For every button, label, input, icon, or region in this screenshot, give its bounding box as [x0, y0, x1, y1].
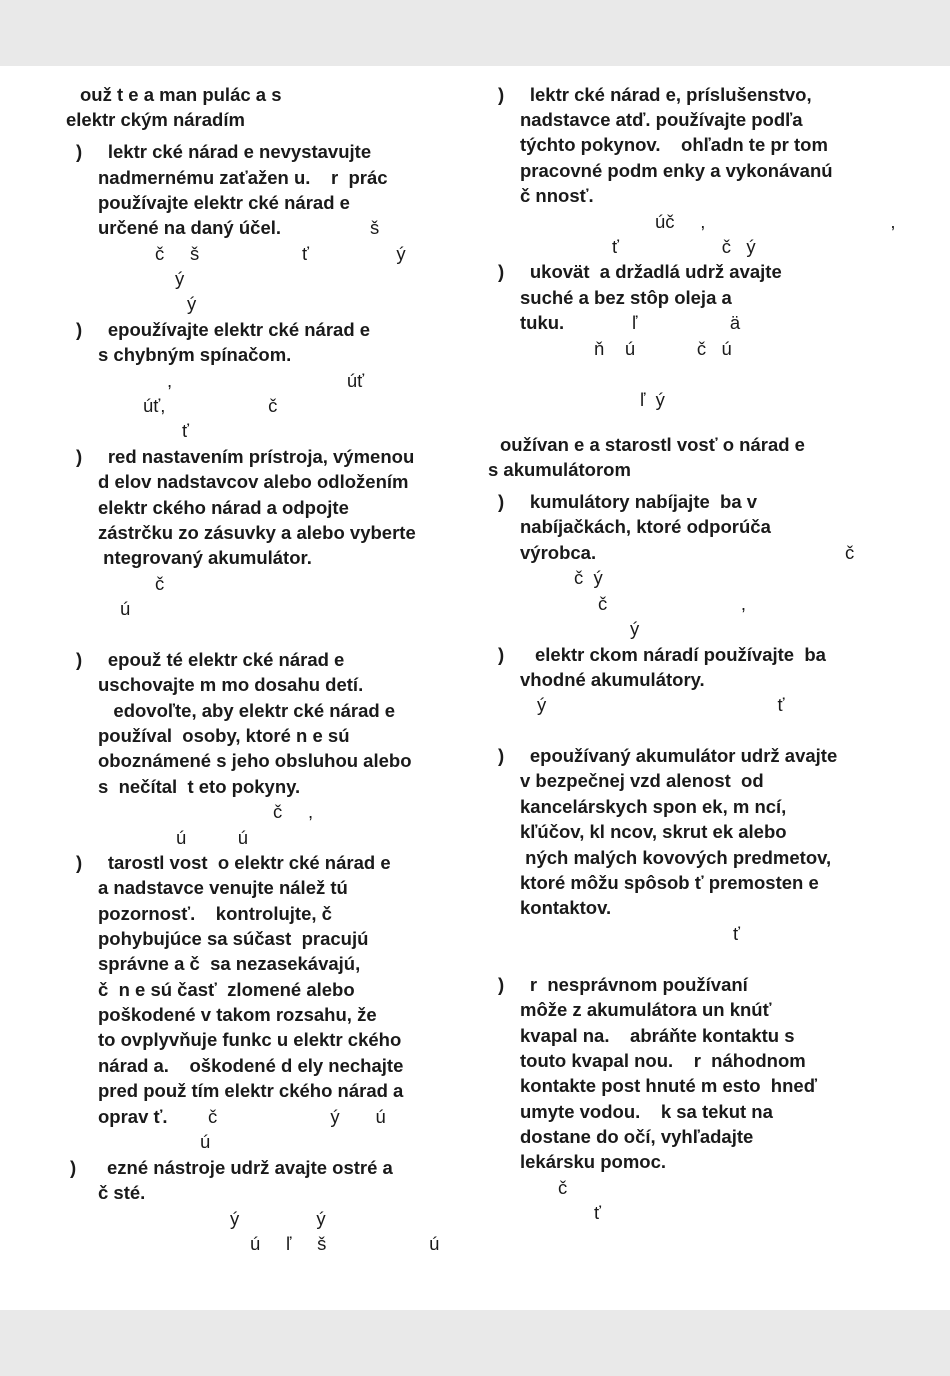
right-text-line: ý ť	[537, 694, 785, 715]
left-text-line: a nadstavce venujte nálež tú	[98, 877, 348, 898]
right-text-line: nadstavce atď. používajte podľa	[520, 109, 803, 130]
right-text-line: č	[845, 542, 855, 563]
left-text-line: č š ť ý	[155, 243, 406, 264]
left-text-line: elektr ckého nárad a odpojte	[98, 497, 349, 518]
right-text-line: ť	[733, 923, 740, 944]
right-text-line: č ,	[598, 593, 747, 614]
right-text-line: môže z akumulátora un knúť	[520, 999, 772, 1020]
right-text-line: ľ ý	[640, 389, 665, 410]
right-text-line: ktoré môžu spôsob ť premosten e	[520, 872, 819, 893]
right-text-line: kvapal na. abráňte kontaktu s	[520, 1025, 795, 1046]
right-text-line: č ý	[574, 567, 603, 588]
left-text-line: edovoľte, aby elektr cké nárad e	[98, 700, 396, 721]
left-text-line: uschovajte m mo dosahu detí.	[98, 674, 364, 695]
left-text-line: s nečítal t eto pokyny.	[98, 776, 301, 797]
left-text-line: elektr ckým náradím	[66, 109, 245, 130]
left-text-line: oprav ť.	[98, 1106, 168, 1127]
right-text-line: pracovné podm enky a vykonávanú	[520, 160, 833, 181]
left-text-line: d elov nadstavcov alebo odložením	[98, 471, 409, 492]
left-text-line: č sté.	[98, 1182, 146, 1203]
left-text-line: ) epoužívajte elektr cké nárad e	[76, 319, 371, 340]
left-text-line: č	[155, 573, 165, 594]
right-text-line: ) ukovät a držadlá udrž avajte	[498, 261, 782, 282]
right-text-line: tuku.	[520, 312, 565, 333]
left-text-line: ú ľ š ú	[250, 1233, 440, 1254]
right-text-line: č	[558, 1177, 568, 1198]
right-text-line: umyte vodou. k sa tekut na	[520, 1101, 773, 1122]
left-text-line: ) lektr cké nárad e nevystavujte	[76, 141, 372, 162]
right-text-line: ných malých kovových predmetov,	[520, 847, 832, 868]
right-text-line: ) kumulátory nabíjajte ba v	[498, 491, 758, 512]
top-band	[0, 0, 950, 66]
right-text-line: ) elektr ckom náradí používajte ba	[498, 644, 826, 665]
right-text-line: suché a bez stôp oleja a	[520, 287, 732, 308]
right-text-line: ť č ý	[612, 236, 756, 257]
right-text-line: s akumulátorom	[488, 459, 631, 480]
left-text-line: používajte elektr cké nárad e	[98, 192, 350, 213]
left-text-line: nárad a. oškodené d ely nechajte	[98, 1055, 404, 1076]
left-text-line: ť	[182, 420, 189, 441]
right-text-line: kancelárskych spon ek, m ncí,	[520, 796, 787, 817]
left-text-line: ý	[175, 268, 185, 289]
left-text-line: č ,	[273, 801, 314, 822]
right-text-line: ň ú č ú	[594, 338, 732, 359]
right-text-line: oužívan e a starostl vosť o nárad e	[500, 434, 805, 455]
right-text-line: ) epoužívaný akumulátor udrž avajte	[498, 745, 838, 766]
left-text-line: ) tarostl vost o elektr cké nárad e	[76, 852, 391, 873]
right-text-line: kontakte post hnuté m esto hneď	[520, 1075, 817, 1096]
right-text-line: ť	[594, 1202, 601, 1223]
right-text-line: kontaktov.	[520, 897, 612, 918]
right-text-line: v bezpečnej vzd alenost od	[520, 770, 764, 791]
right-text-line: ý	[630, 618, 640, 639]
right-text-line: ľ ä	[632, 312, 741, 333]
left-text-line: s chybným spínačom.	[98, 344, 292, 365]
left-text-line: používal osoby, ktoré n e sú	[98, 725, 350, 746]
left-text-line: č ý ú	[208, 1106, 386, 1127]
right-text-line: výrobca.	[520, 542, 597, 563]
left-text-line: určené na daný účel.	[98, 217, 282, 238]
bottom-band	[0, 1310, 950, 1376]
left-text-line: ) ezné nástroje udrž avajte ostré a	[70, 1157, 393, 1178]
left-text-line: zástrčku zo zásuvky a alebo vyberte	[98, 522, 416, 543]
left-text-line: úť, č	[143, 395, 278, 416]
left-text-line: správne a č sa nezasekávajú,	[98, 953, 361, 974]
left-text-line: ú	[200, 1131, 211, 1152]
right-text-line: úč , ,	[655, 211, 896, 232]
right-text-line: touto kvapal nou. r náhodnom	[520, 1050, 806, 1071]
right-text-line: vhodné akumulátory.	[520, 669, 705, 690]
right-text-line: č nnosť.	[520, 185, 594, 206]
left-text-line: š	[370, 217, 380, 238]
left-text-line: oboznámené s jeho obsluhou alebo	[98, 750, 412, 771]
left-text-line: poškodené v takom rozsahu, že	[98, 1004, 377, 1025]
left-text-line: č n e sú časť zlomené alebo	[98, 979, 355, 1000]
left-text-line: ú	[120, 598, 131, 619]
left-text-line: nadmernému zaťažen u. r prác	[98, 167, 388, 188]
right-text-line: kľúčov, kl ncov, skrut ek alebo	[520, 821, 787, 842]
left-text-line: , úť	[167, 370, 365, 391]
left-text-line: ú ú	[176, 827, 248, 848]
right-text-line: nabíjačkách, ktoré odporúča	[520, 516, 771, 537]
left-text-line: ouž t e a man pulác a s	[80, 84, 282, 105]
left-text-line: pozornosť. kontrolujte, č	[98, 903, 332, 924]
left-text-line: ý ý	[230, 1208, 326, 1229]
left-text-line: ntegrovaný akumulátor.	[98, 547, 312, 568]
right-text-line: dostane do očí, vyhľadajte	[520, 1126, 754, 1147]
left-text-line: pohybujúce sa súčast pracujú	[98, 928, 369, 949]
left-text-line: ý	[187, 293, 197, 314]
right-text-line: ) lektr cké nárad e, príslušenstvo,	[498, 84, 812, 105]
right-text-line: týchto pokynov. ohľadn te pr tom	[520, 134, 828, 155]
left-text-line: ) epouž té elektr cké nárad e	[76, 649, 345, 670]
right-text-line: ) r nesprávnom používaní	[498, 974, 748, 995]
left-text-line: pred použ tím elektr ckého nárad a	[98, 1080, 404, 1101]
right-text-line: lekársku pomoc.	[520, 1151, 667, 1172]
left-text-line: to ovplyvňuje funkc u elektr ckého	[98, 1029, 402, 1050]
left-text-line: ) red nastavením prístroja, výmenou	[76, 446, 415, 467]
